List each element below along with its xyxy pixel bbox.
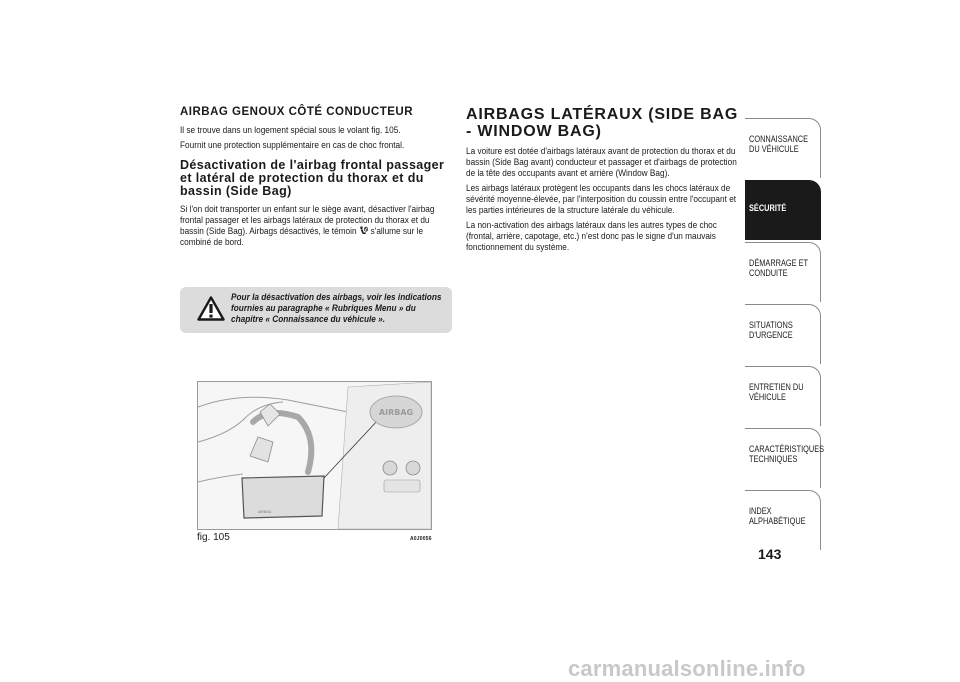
tab-demarrage[interactable]	[745, 242, 821, 302]
paragraph-deactivation	[180, 204, 451, 248]
tab-label: CARACTÉRISTIQUES TECHNIQUES	[749, 444, 825, 464]
tab-connaissance[interactable]	[745, 118, 821, 178]
warning-text: Pour la désactivation des airbags, voir les indications fournies au paragraphe « Rubriques Menu » du chapitre « Connaissance du véhicule ».	[231, 292, 442, 325]
figure-code: A0J0056	[410, 536, 432, 542]
tab-label: CONNAISSANCE DU VÉHICULE	[749, 134, 809, 154]
tab-label: SITUATIONS D'URGENCE	[749, 320, 793, 340]
tab-entretien[interactable]	[745, 366, 821, 426]
tab-situations[interactable]	[745, 304, 821, 364]
paragraph-text-tail: s'allume sur le combiné de bord.	[180, 226, 424, 248]
tab-label: SÉCURITÉ	[749, 203, 787, 213]
figure-airbag-badge: AIRBAG	[378, 408, 414, 417]
chapter-tabs	[745, 118, 825, 552]
tab-caracteristiques[interactable]	[745, 428, 825, 488]
right-column	[466, 106, 741, 257]
figure-caption: fig. 105	[197, 532, 230, 543]
tab-label: DÉMARRAGE ET CONDUITE	[749, 258, 808, 278]
airbag-off-warning-icon	[359, 226, 368, 235]
warning-icon	[197, 296, 225, 321]
section-heading-side-bag	[466, 106, 741, 140]
heading-line-2: - WINDOW BAG)	[466, 123, 602, 140]
paragraph: Il se trouve dans un logement spécial sous le volant fig. 105.	[180, 125, 401, 136]
left-column	[180, 106, 452, 252]
tab-label: INDEX ALPHABÉTIQUE	[749, 506, 806, 526]
paragraph-text: Si l'on doit transporter un enfant sur le siège avant, désactiver l'airbag frontal passager et les airbags latéraux de protection du thorax et du bassin (Side Bag). Airbags désactivés, le témoin	[180, 204, 435, 237]
tab-label: ENTRETIEN DU VÉHICULE	[749, 382, 804, 402]
tab-securite[interactable]	[745, 180, 821, 240]
dashboard-illustration	[198, 382, 431, 529]
warning-box	[180, 287, 452, 333]
paragraph: Les airbags latéraux protègent les occupants dans les chocs latéraux de sévérité moyenne-élevée, par l'interposition du coussin entre l'occupant et les parties intérieures de la structure latérale du véhicule.	[466, 183, 737, 216]
heading-line-1: AIRBAGS LATÉRAUX (SIDE BAG	[466, 106, 739, 123]
section-heading-knee-airbag: AIRBAG GENOUX CÔTÉ CONDUCTEUR	[180, 106, 414, 118]
page-number: 143	[758, 546, 782, 562]
figure-knee-airbag	[197, 381, 432, 530]
section-heading-deactivation: Désactivation de l'airbag frontal passager et latéral de protection du thorax et du bassin (Side Bag)	[180, 158, 445, 198]
tab-index[interactable]	[745, 490, 821, 550]
figure-panel-label: AIRBAG	[258, 510, 272, 514]
paragraph: La voiture est dotée d'airbags latéraux avant de protection du thorax et du bassin (Side Bag avant) conducteur et passager et d'airbags de protection de la tête des occupants avant et arrière (Window Bag).	[466, 146, 737, 179]
watermark: carmanualsonline.info	[568, 656, 806, 681]
paragraph: La non-activation des airbags latéraux dans les autres types de choc (frontal, arrière, capotage, etc.) n'est donc pas le signe d'un mauvais fonctionnement du système.	[466, 220, 717, 253]
paragraph: Fournit une protection supplémentaire en cas de choc frontal.	[180, 140, 405, 151]
